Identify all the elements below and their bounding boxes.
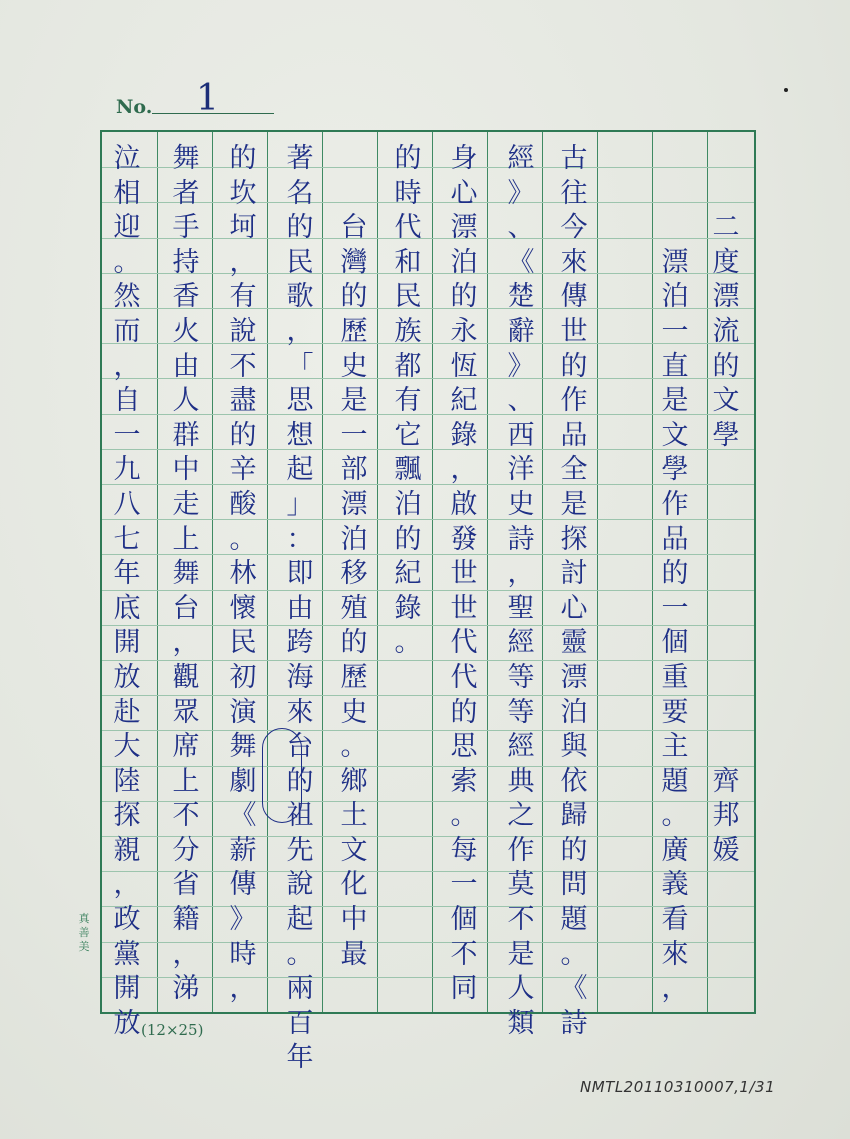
- handwritten-char: 經: [507, 731, 535, 763]
- handwritten-char: 。: [560, 938, 588, 970]
- handwritten-char: 席: [172, 731, 200, 763]
- handwritten-char: 「: [286, 350, 314, 382]
- handwritten-char: 」: [286, 488, 314, 520]
- handwritten-char: 西: [507, 419, 535, 451]
- handwritten-char: 舞: [172, 558, 200, 590]
- handwritten-char: 世: [560, 315, 588, 347]
- handwritten-char: 傳: [560, 281, 588, 313]
- handwritten-char: 火: [172, 315, 200, 347]
- handwritten-char: 莫: [507, 869, 535, 901]
- text-column: [388, 142, 428, 661]
- handwritten-char: 說: [229, 315, 257, 347]
- handwritten-char: 上: [172, 765, 200, 797]
- handwritten-char: 之: [507, 800, 535, 832]
- handwritten-char: 說: [286, 869, 314, 901]
- handwritten-char: 思: [286, 385, 314, 417]
- handwritten-char: 主: [661, 731, 689, 763]
- handwritten-char: 酸: [229, 488, 257, 520]
- handwritten-char: 祖: [286, 800, 314, 832]
- handwritten-char: 錄: [450, 419, 478, 451]
- handwritten-char: 的: [229, 143, 257, 174]
- handwritten-char: 的: [286, 765, 314, 797]
- handwritten-char: 學: [712, 419, 740, 451]
- handwritten-char: 漂: [712, 281, 740, 313]
- handwritten-char: 今: [560, 212, 588, 244]
- handwritten-char: 起: [286, 904, 314, 936]
- handwritten-char: ，: [286, 315, 314, 347]
- handwritten-char: 化: [340, 869, 368, 901]
- handwritten-char: 的: [661, 558, 689, 590]
- handwritten-char: 聖: [507, 592, 535, 624]
- handwritten-char: 舞: [229, 731, 257, 763]
- handwritten-char: [708, 626, 744, 661]
- handwritten-char: 都: [394, 350, 422, 382]
- handwritten-char: 題: [661, 765, 689, 797]
- handwritten-char: 即: [286, 558, 314, 590]
- handwritten-char: ：: [286, 523, 314, 555]
- handwritten-char: 年: [286, 1042, 314, 1074]
- handwritten-char: [336, 177, 372, 212]
- handwritten-char: 的: [394, 143, 422, 174]
- handwritten-char: 二: [712, 212, 740, 244]
- handwritten-char: [336, 142, 372, 177]
- text-column: [107, 142, 147, 1041]
- handwritten-char: 手: [172, 212, 200, 244]
- handwritten-char: 的: [712, 350, 740, 382]
- handwritten-char: 泊: [394, 488, 422, 520]
- handwritten-char: 是: [560, 488, 588, 520]
- handwritten-char: 懷: [229, 592, 257, 624]
- handwritten-char: 灣: [340, 246, 368, 278]
- handwritten-char: 《: [507, 246, 535, 278]
- handwritten-char: 作: [560, 385, 588, 417]
- handwritten-char: 親: [113, 834, 141, 866]
- handwritten-char: ，: [113, 869, 141, 901]
- handwritten-char: 年: [113, 558, 141, 590]
- handwritten-char: 代: [394, 212, 422, 244]
- handwritten-char: 史: [340, 350, 368, 382]
- handwritten-char: 然: [113, 281, 141, 313]
- handwritten-char: [708, 523, 744, 558]
- handwritten-char: 來: [661, 938, 689, 970]
- handwritten-char: 身: [450, 143, 478, 174]
- handwritten-char: 土: [340, 800, 368, 832]
- handwritten-char: 泊: [661, 281, 689, 313]
- grid-column-line: [377, 132, 378, 1012]
- handwritten-char: 全: [560, 454, 588, 486]
- handwritten-char: 索: [450, 765, 478, 797]
- handwritten-char: ，: [229, 246, 257, 278]
- handwritten-char: 漂: [560, 661, 588, 693]
- handwritten-char: 直: [661, 350, 689, 382]
- handwritten-char: 作: [661, 488, 689, 520]
- handwritten-char: [708, 730, 744, 765]
- handwritten-char: 薪: [229, 834, 257, 866]
- handwritten-char: 部: [340, 454, 368, 486]
- grid-column-line: [597, 132, 598, 1012]
- handwritten-char: 演: [229, 696, 257, 728]
- handwritten-char: 古: [560, 143, 588, 174]
- handwritten-char: 兩: [286, 973, 314, 1005]
- handwritten-char: [708, 142, 744, 177]
- handwritten-char: 時: [229, 938, 257, 970]
- handwritten-char: 要: [661, 696, 689, 728]
- handwritten-char: 民: [286, 246, 314, 278]
- handwritten-char: 的: [450, 696, 478, 728]
- handwritten-char: 重: [661, 661, 689, 693]
- handwritten-char: 歷: [340, 315, 368, 347]
- handwritten-char: 是: [661, 385, 689, 417]
- handwritten-char: 百: [286, 1007, 314, 1039]
- text-column: [554, 142, 594, 1041]
- handwritten-char: 而: [113, 315, 141, 347]
- handwritten-char: 歷: [340, 661, 368, 693]
- grid-column-line: [157, 132, 158, 1012]
- handwritten-char: 《: [229, 800, 257, 832]
- handwritten-char: 海: [286, 661, 314, 693]
- handwritten-char: 分: [172, 834, 200, 866]
- handwritten-char: 世: [450, 592, 478, 624]
- handwritten-char: 漂: [450, 212, 478, 244]
- handwritten-char: 七: [113, 523, 141, 555]
- grid-column-line: [432, 132, 433, 1012]
- grid-column-line: [267, 132, 268, 1012]
- handwritten-char: 開: [113, 973, 141, 1005]
- text-column: [655, 142, 695, 1007]
- handwritten-char: 探: [113, 800, 141, 832]
- handwritten-char: 。: [450, 800, 478, 832]
- handwritten-char: 一: [450, 869, 478, 901]
- handwritten-char: [657, 211, 693, 246]
- handwritten-char: 品: [661, 523, 689, 555]
- handwritten-char: 典: [507, 765, 535, 797]
- grid-column-line: [652, 132, 653, 1012]
- handwritten-char: 由: [286, 592, 314, 624]
- handwritten-char: 人: [507, 973, 535, 1005]
- handwritten-char: 民: [229, 627, 257, 659]
- handwritten-char: 鄉: [340, 765, 368, 797]
- handwritten-char: 世: [450, 558, 478, 590]
- handwritten-char: 和: [394, 246, 422, 278]
- handwritten-char: 族: [394, 315, 422, 347]
- handwritten-char: 開: [113, 627, 141, 659]
- handwritten-char: 時: [394, 177, 422, 209]
- handwritten-char: 經: [507, 627, 535, 659]
- handwritten-char: 劇: [229, 765, 257, 797]
- handwritten-char: 傳: [229, 869, 257, 901]
- handwritten-char: 心: [450, 177, 478, 209]
- handwritten-char: 持: [172, 246, 200, 278]
- handwritten-char: 飄: [394, 454, 422, 486]
- grid-column-line: [212, 132, 213, 1012]
- handwritten-char: 等: [507, 661, 535, 693]
- handwritten-char: [708, 696, 744, 731]
- handwritten-char: 廣: [661, 834, 689, 866]
- handwritten-char: ，: [172, 938, 200, 970]
- handwritten-char: 史: [340, 696, 368, 728]
- handwritten-char: 有: [229, 281, 257, 313]
- handwritten-char: 心: [560, 592, 588, 624]
- handwritten-char: 問: [560, 869, 588, 901]
- handwritten-char: 它: [394, 419, 422, 451]
- handwritten-char: 經: [507, 143, 535, 174]
- handwritten-char: 文: [340, 834, 368, 866]
- handwritten-char: 靈: [560, 627, 588, 659]
- text-column: [223, 142, 263, 1007]
- handwritten-char: 上: [172, 523, 200, 555]
- handwritten-char: 起: [286, 454, 314, 486]
- handwritten-char: 八: [113, 488, 141, 520]
- handwritten-char: 九: [113, 454, 141, 486]
- handwritten-char: 不: [450, 938, 478, 970]
- handwritten-char: 文: [661, 419, 689, 451]
- handwritten-char: 眾: [172, 696, 200, 728]
- handwritten-char: 辛: [229, 454, 257, 486]
- handwritten-char: 涕: [172, 973, 200, 1005]
- handwritten-char: 看: [661, 904, 689, 936]
- handwritten-char: 史: [507, 488, 535, 520]
- handwritten-char: 思: [450, 731, 478, 763]
- handwritten-char: 等: [507, 696, 535, 728]
- text-column: [334, 142, 374, 972]
- handwritten-char: 省: [172, 869, 200, 901]
- handwritten-char: 洋: [507, 454, 535, 486]
- handwritten-char: [657, 177, 693, 212]
- handwritten-char: 的: [340, 281, 368, 313]
- handwritten-char: 一: [661, 592, 689, 624]
- handwritten-char: 不: [172, 800, 200, 832]
- handwritten-char: ，: [661, 973, 689, 1005]
- handwritten-char: ，: [507, 558, 535, 590]
- handwritten-char: 。: [286, 938, 314, 970]
- handwritten-char: 最: [340, 938, 368, 970]
- handwritten-char: 黨: [113, 938, 141, 970]
- handwritten-char: 林: [229, 558, 257, 590]
- handwritten-char: 民: [394, 281, 422, 313]
- handwritten-char: 啟: [450, 488, 478, 520]
- handwritten-char: 學: [661, 454, 689, 486]
- handwritten-char: 。: [340, 731, 368, 763]
- handwritten-char: 中: [172, 454, 200, 486]
- handwritten-char: ，: [113, 350, 141, 382]
- handwritten-char: 詩: [560, 1007, 588, 1039]
- handwritten-char: 《: [560, 973, 588, 1005]
- handwritten-char: 相: [113, 177, 141, 209]
- handwritten-char: [708, 592, 744, 627]
- handwritten-char: 的: [450, 281, 478, 313]
- handwritten-char: 》: [507, 177, 535, 209]
- handwritten-char: 代: [450, 661, 478, 693]
- handwritten-char: 泊: [340, 523, 368, 555]
- handwritten-char: 坷: [229, 212, 257, 244]
- grid-column-line: [487, 132, 488, 1012]
- handwritten-char: 走: [172, 488, 200, 520]
- handwritten-char: 討: [560, 558, 588, 590]
- handwritten-char: 大: [113, 731, 141, 763]
- handwritten-char: 題: [560, 904, 588, 936]
- text-column: [501, 142, 541, 1041]
- handwritten-char: 台: [340, 212, 368, 244]
- handwritten-char: [708, 177, 744, 212]
- publisher-stamp: 真善美: [78, 912, 90, 953]
- handwritten-char: 、: [507, 385, 535, 417]
- handwritten-char: 泣: [113, 143, 141, 174]
- handwritten-char: 一: [661, 315, 689, 347]
- handwritten-char: 跨: [286, 627, 314, 659]
- grid-column-line: [322, 132, 323, 1012]
- handwritten-char: 漂: [661, 246, 689, 278]
- handwritten-char: 義: [661, 869, 689, 901]
- handwritten-char: 的: [286, 212, 314, 244]
- handwritten-char: 政: [113, 904, 141, 936]
- handwritten-char: 盡: [229, 385, 257, 417]
- handwritten-char: 類: [507, 1007, 535, 1039]
- handwritten-char: [708, 972, 744, 1007]
- handwritten-char: [708, 868, 744, 903]
- handwritten-char: 詩: [507, 523, 535, 555]
- text-column: [166, 142, 206, 1007]
- handwritten-char: 齊: [712, 765, 740, 797]
- handwritten-char: 自: [113, 385, 141, 417]
- handwritten-char: 不: [507, 904, 535, 936]
- handwritten-char: 有: [394, 385, 422, 417]
- handwritten-char: 的: [229, 419, 257, 451]
- handwritten-char: 、: [507, 212, 535, 244]
- handwritten-char: 漂: [340, 488, 368, 520]
- handwritten-char: 每: [450, 834, 478, 866]
- handwritten-char: ，: [450, 454, 478, 486]
- handwritten-char: 坎: [229, 177, 257, 209]
- handwritten-char: ，: [172, 627, 200, 659]
- handwritten-char: 歸: [560, 800, 588, 832]
- handwritten-char: 的: [560, 350, 588, 382]
- handwritten-char: 邦: [712, 800, 740, 832]
- handwritten-char: 發: [450, 523, 478, 555]
- handwritten-char: 》: [507, 350, 535, 382]
- handwritten-char: 陸: [113, 765, 141, 797]
- handwritten-char: 由: [172, 350, 200, 382]
- grid-column-line: [542, 132, 543, 1012]
- handwritten-char: 。: [229, 523, 257, 555]
- handwritten-char: 流: [712, 315, 740, 347]
- handwritten-char: 錄: [394, 592, 422, 624]
- handwritten-char: 文: [712, 385, 740, 417]
- handwritten-char: 媛: [712, 834, 740, 866]
- handwritten-char: 一: [340, 419, 368, 451]
- handwritten-char: 觀: [172, 661, 200, 693]
- handwritten-char: 殖: [340, 592, 368, 624]
- handwritten-char: 與: [560, 731, 588, 763]
- handwritten-char: 泊: [560, 696, 588, 728]
- handwritten-char: [708, 488, 744, 523]
- handwritten-char: 作: [507, 834, 535, 866]
- handwritten-char: 台: [286, 731, 314, 763]
- handwritten-char: 籍: [172, 904, 200, 936]
- handwritten-char: 永: [450, 315, 478, 347]
- handwritten-char: 想: [286, 419, 314, 451]
- handwritten-char: 辭: [507, 315, 535, 347]
- handwritten-char: 品: [560, 419, 588, 451]
- page-number-label: No.: [116, 96, 153, 118]
- text-column: [444, 142, 484, 1007]
- handwritten-char: [708, 903, 744, 938]
- handwritten-char: 著: [286, 143, 314, 174]
- handwritten-char: 者: [172, 177, 200, 209]
- handwritten-char: 恆: [450, 350, 478, 382]
- handwritten-char: 度: [712, 246, 740, 278]
- ink-dot: [784, 88, 788, 92]
- handwritten-char: 迎: [113, 212, 141, 244]
- handwritten-char: 個: [450, 904, 478, 936]
- handwritten-char: ，: [229, 973, 257, 1005]
- handwritten-char: 初: [229, 661, 257, 693]
- handwritten-char: 。: [394, 627, 422, 659]
- handwritten-char: 中: [340, 904, 368, 936]
- handwritten-char: 》: [229, 904, 257, 936]
- handwritten-char: 底: [113, 592, 141, 624]
- handwritten-char: 紀: [450, 385, 478, 417]
- handwritten-char: 台: [172, 592, 200, 624]
- handwritten-char: 個: [661, 627, 689, 659]
- handwritten-char: 香: [172, 281, 200, 313]
- handwritten-char: 赴: [113, 696, 141, 728]
- handwritten-char: 是: [340, 385, 368, 417]
- handwritten-char: 泊: [450, 246, 478, 278]
- handwritten-char: 來: [286, 696, 314, 728]
- handwritten-char: [708, 557, 744, 592]
- text-column: [280, 142, 320, 1076]
- handwritten-char: [708, 938, 744, 973]
- handwritten-char: 。: [661, 800, 689, 832]
- handwritten-char: 先: [286, 834, 314, 866]
- handwritten-char: 紀: [394, 558, 422, 590]
- text-column: [706, 142, 746, 1007]
- handwritten-char: 人: [172, 385, 200, 417]
- handwritten-char: 名: [286, 177, 314, 209]
- handwritten-char: 代: [450, 627, 478, 659]
- handwritten-char: 的: [394, 523, 422, 555]
- handwritten-char: 的: [340, 627, 368, 659]
- handwritten-char: [708, 661, 744, 696]
- handwritten-char: [657, 142, 693, 177]
- handwritten-char: 不: [229, 350, 257, 382]
- handwritten-char: 群: [172, 419, 200, 451]
- handwritten-char: 來: [560, 246, 588, 278]
- handwritten-char: 探: [560, 523, 588, 555]
- handwritten-char: 是: [507, 938, 535, 970]
- handwritten-char: 放: [113, 661, 141, 693]
- handwritten-char: 。: [113, 246, 141, 278]
- handwritten-char: 舞: [172, 143, 200, 174]
- handwritten-char: 移: [340, 558, 368, 590]
- handwritten-char: [708, 453, 744, 488]
- handwritten-char: 一: [113, 419, 141, 451]
- grid-size-label: (12×25): [141, 1021, 204, 1039]
- page-number-value: 1: [196, 78, 219, 119]
- archive-id: NMTL20110310007,1/31: [580, 1078, 776, 1096]
- handwritten-char: 往: [560, 177, 588, 209]
- handwritten-char: 歌: [286, 281, 314, 313]
- handwritten-char: 同: [450, 973, 478, 1005]
- handwritten-char: 依: [560, 765, 588, 797]
- handwritten-char: 的: [560, 834, 588, 866]
- handwritten-char: 放: [113, 1007, 141, 1039]
- handwritten-char: 楚: [507, 281, 535, 313]
